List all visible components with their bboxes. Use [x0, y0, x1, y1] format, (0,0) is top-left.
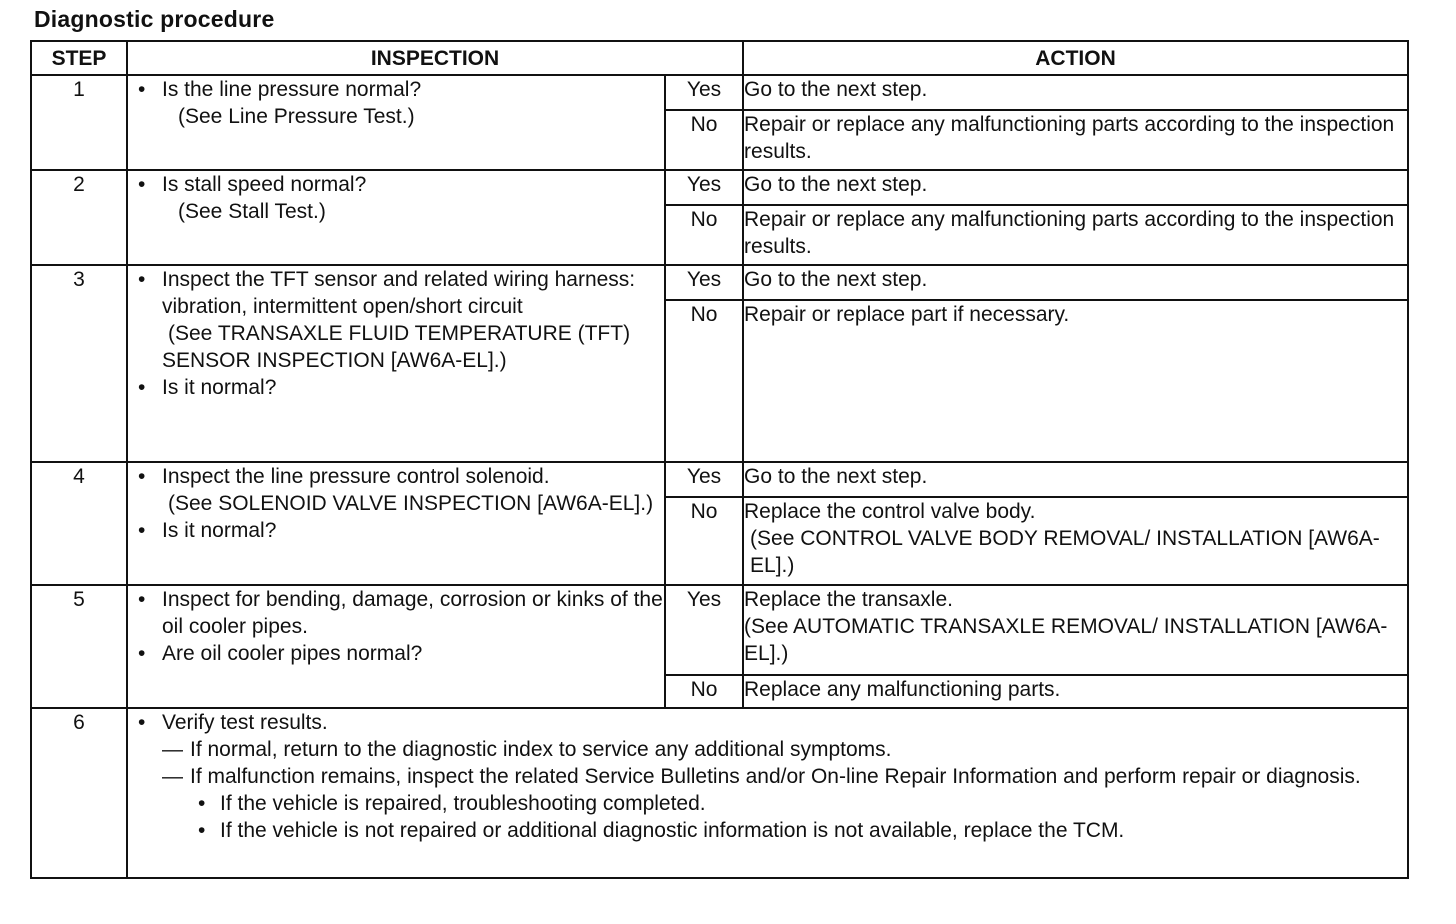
verify-cell — [127, 708, 1408, 878]
header-inspection: INSPECTION — [127, 41, 743, 75]
dash-text: If normal, return to the diagnostic index to service any additional symptoms. — [190, 738, 892, 761]
inspection-cell — [127, 170, 665, 265]
action-no: Repair or replace any malfunctioning parts according to the inspection results. — [743, 205, 1408, 265]
step-number: 6 — [31, 708, 127, 878]
see-reference: (See Stall Test.) — [178, 200, 326, 223]
dash-item: — If normal, return to the diagnostic index to service any additional symptoms. — [162, 738, 892, 761]
page-title: Diagnostic procedure — [34, 6, 275, 32]
inspection-item: • Is it normal? — [128, 517, 664, 544]
inspection-item: • Is it normal? — [128, 374, 664, 401]
inspection-cell — [127, 585, 665, 708]
yes-label: Yes — [665, 75, 743, 110]
diagnostic-table — [30, 40, 1409, 879]
inspection-item — [128, 463, 664, 517]
action-no-cell — [743, 497, 1408, 585]
step-number: 4 — [31, 462, 127, 585]
yes-label: Yes — [665, 462, 743, 497]
step-number: 2 — [31, 170, 127, 265]
inspection-cell — [127, 462, 665, 585]
sub-item: • If the vehicle is not repaired or additional diagnostic information is not available, replace the TCM. — [128, 817, 1407, 844]
see-reference: (See CONTROL VALVE BODY REMOVAL/ INSTALLATION [AW6A-EL].) — [750, 527, 1380, 577]
action-no: Repair or replace part if necessary. — [743, 300, 1408, 462]
yes-label: Yes — [665, 585, 743, 675]
inspection-item: • Inspect for bending, damage, corrosion or kinks of the oil cooler pipes. — [128, 586, 664, 640]
step-number: 1 — [31, 75, 127, 170]
action-yes: Go to the next step. — [743, 265, 1408, 300]
step-number: 3 — [31, 265, 127, 462]
yes-label: Yes — [665, 170, 743, 205]
header-action: ACTION — [743, 41, 1408, 75]
header-row — [31, 41, 1408, 75]
see-reference: (See SOLENOID VALVE INSPECTION [AW6A-EL].) — [168, 492, 654, 515]
inspection-item: • Is the line pressure normal? — [128, 76, 664, 103]
see-reference: (See AUTOMATIC TRANSAXLE REMOVAL/ INSTALLATION [AW6A-EL].) — [744, 615, 1388, 665]
no-label: No — [665, 497, 743, 585]
table-row — [31, 585, 1408, 675]
dash-item: — If malfunction remains, inspect the related Service Bulletins and/or On-line Repair Information and perform repair or diagnosis. — [162, 765, 1361, 788]
sub-item: • If the vehicle is repaired, troubleshooting completed. — [128, 790, 1407, 817]
action-yes: Go to the next step. — [743, 75, 1408, 110]
inspection-item — [128, 266, 664, 374]
no-label: No — [665, 110, 743, 170]
dash-text: If malfunction remains, inspect the related Service Bulletins and/or On-line Repair Information and perform repair or diagnosis. — [190, 765, 1361, 788]
table-row — [31, 75, 1408, 110]
action-no: Replace the control valve body. — [744, 500, 1036, 523]
inspection-text: Inspect the line pressure control solenoid. — [162, 465, 550, 488]
yes-label: Yes — [665, 265, 743, 300]
action-no: Repair or replace any malfunctioning parts according to the inspection results. — [743, 110, 1408, 170]
see-reference: (See Line Pressure Test.) — [178, 105, 415, 128]
action-yes: Go to the next step. — [743, 170, 1408, 205]
no-label: No — [665, 300, 743, 462]
inspection-cell — [127, 75, 665, 170]
table-row — [31, 170, 1408, 205]
action-no: Replace any malfunctioning parts. — [743, 675, 1408, 708]
inspection-item: • Are oil cooler pipes normal? — [128, 640, 664, 667]
step-number: 5 — [31, 585, 127, 708]
action-yes: Replace the transaxle. — [744, 588, 953, 611]
no-label: No — [665, 205, 743, 265]
inspection-item: • Is stall speed normal? — [128, 171, 664, 198]
table-row — [31, 708, 1408, 878]
header-step: STEP — [31, 41, 127, 75]
action-yes-cell — [743, 585, 1408, 675]
table-row — [31, 462, 1408, 497]
inspection-text: Inspect the TFT sensor and related wiring harness: vibration, intermittent open/short circuit — [162, 268, 636, 318]
inspection-cell — [127, 265, 665, 462]
see-reference: (See TRANSAXLE FLUID TEMPERATURE (TFT) SENSOR INSPECTION [AW6A-EL].) — [162, 322, 631, 372]
no-label: No — [665, 675, 743, 708]
inspection-item: • Verify test results. — [128, 709, 1407, 736]
action-yes: Go to the next step. — [743, 462, 1408, 497]
table-row — [31, 265, 1408, 300]
